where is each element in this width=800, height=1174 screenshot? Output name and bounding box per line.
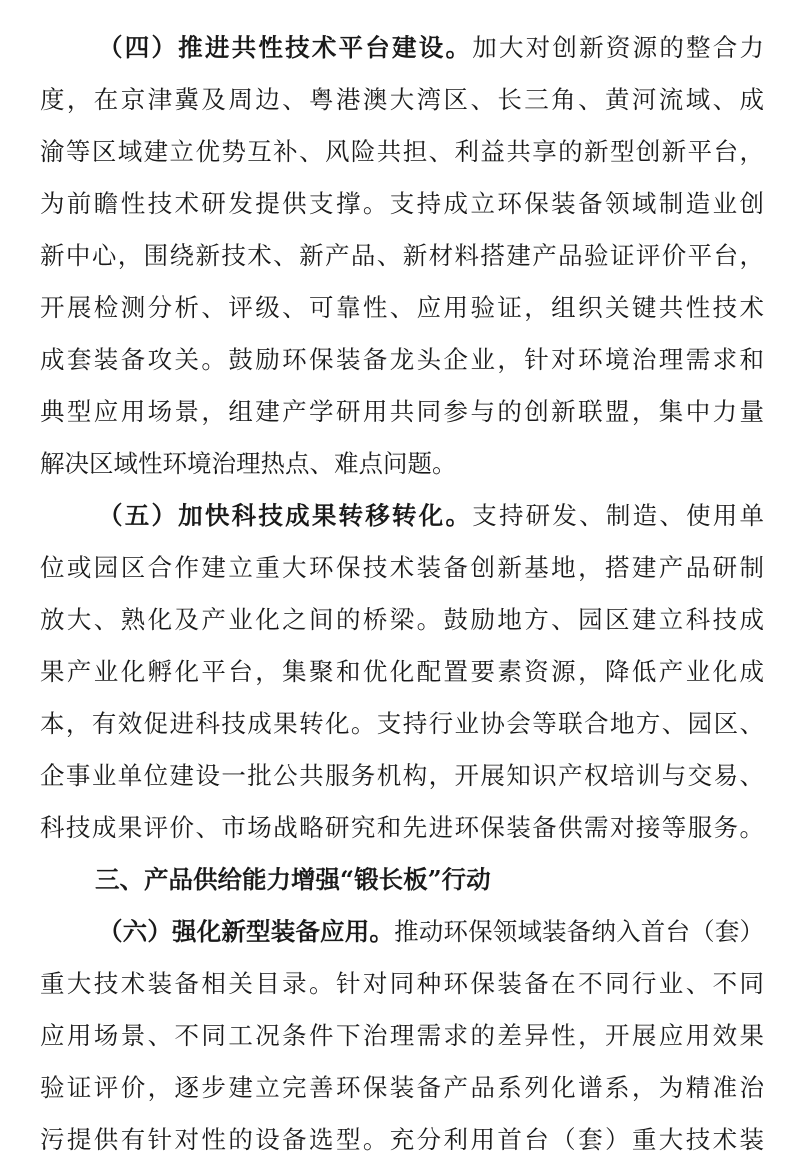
paragraph-four-line-4: 为前瞻性技术研发提供支撑。支持成立环保装备领域制造业创 bbox=[40, 189, 764, 218]
paragraph-four-line-8: 典型应用场景，组建产学研用共同参与的创新联盟，集中力量 bbox=[40, 397, 764, 426]
paragraph-five-line-4: 果产业化孵化平台，集聚和优化配置要素资源，降低产业化成 bbox=[40, 657, 764, 686]
section-five-lead-text: 支持研发、制造、使用单 bbox=[472, 501, 765, 530]
section-four-lead-text: 加大对创新资源的整合力 bbox=[472, 33, 765, 62]
section-six-lead-text: 推动环保领域装备纳入首台（套） bbox=[394, 917, 764, 946]
section-six-heading: （六）强化新型装备应用。 bbox=[98, 917, 395, 946]
paragraph-five-line-2: 位或园区合作建立重大环保技术装备创新基地，搭建产品研制 bbox=[40, 553, 764, 582]
paragraph-six-line-1 bbox=[98, 912, 764, 952]
paragraph-six-line-4: 验证评价，逐步建立完善环保装备产品系列化谱系，为精准治 bbox=[40, 1073, 764, 1102]
paragraph-four-line-5: 新中心，围绕新技术、新产品、新材料搭建产品验证评价平台， bbox=[40, 241, 764, 270]
paragraph-five-line-1 bbox=[98, 496, 764, 536]
paragraph-six-line-2: 重大技术装备相关目录。针对同种环保装备在不同行业、不同 bbox=[40, 969, 764, 998]
paragraph-four-line-1 bbox=[98, 28, 764, 68]
paragraph-five-line-7: 科技成果评价、市场战略研究和先进环保装备供需对接等服务。 bbox=[40, 813, 764, 842]
paragraph-five-line-5: 本，有效促进科技成果转化。支持行业协会等联合地方、园区、 bbox=[40, 709, 764, 738]
paragraph-four-line-7: 成套装备攻关。鼓励环保装备龙头企业，针对环境治理需求和 bbox=[40, 345, 764, 374]
paragraph-four-line-9: 解决区域性环境治理热点、难点问题。 bbox=[40, 449, 457, 478]
section-four-heading: （四）推进共性技术平台建设。 bbox=[98, 33, 473, 62]
paragraph-five-line-3: 放大、熟化及产业化之间的桥梁。鼓励地方、园区建立科技成 bbox=[40, 605, 764, 634]
paragraph-five-line-6: 企事业单位建设一批公共服务机构，开展知识产权培训与交易、 bbox=[40, 761, 764, 790]
section-five-heading: （五）加快科技成果转移转化。 bbox=[98, 501, 473, 530]
paragraph-six-line-5: 污提供有针对性的设备选型。充分利用首台（套）重大技术装 bbox=[40, 1125, 764, 1154]
paragraph-six-line-3: 应用场景、不同工况条件下治理需求的差异性，开展应用效果 bbox=[40, 1021, 764, 1050]
paragraph-four-line-6: 开展检测分析、评级、可靠性、应用验证，组织关键共性技术 bbox=[40, 293, 764, 322]
paragraph-four-line-2: 度，在京津冀及周边、粤港澳大湾区、长三角、黄河流域、成 bbox=[40, 85, 764, 114]
paragraph-four-line-3: 渝等区域建立优势互补、风险共担、利益共享的新型创新平台， bbox=[40, 137, 764, 166]
chapter-heading: 三、产品供给能力增强“锻长板”行动 bbox=[95, 865, 491, 894]
